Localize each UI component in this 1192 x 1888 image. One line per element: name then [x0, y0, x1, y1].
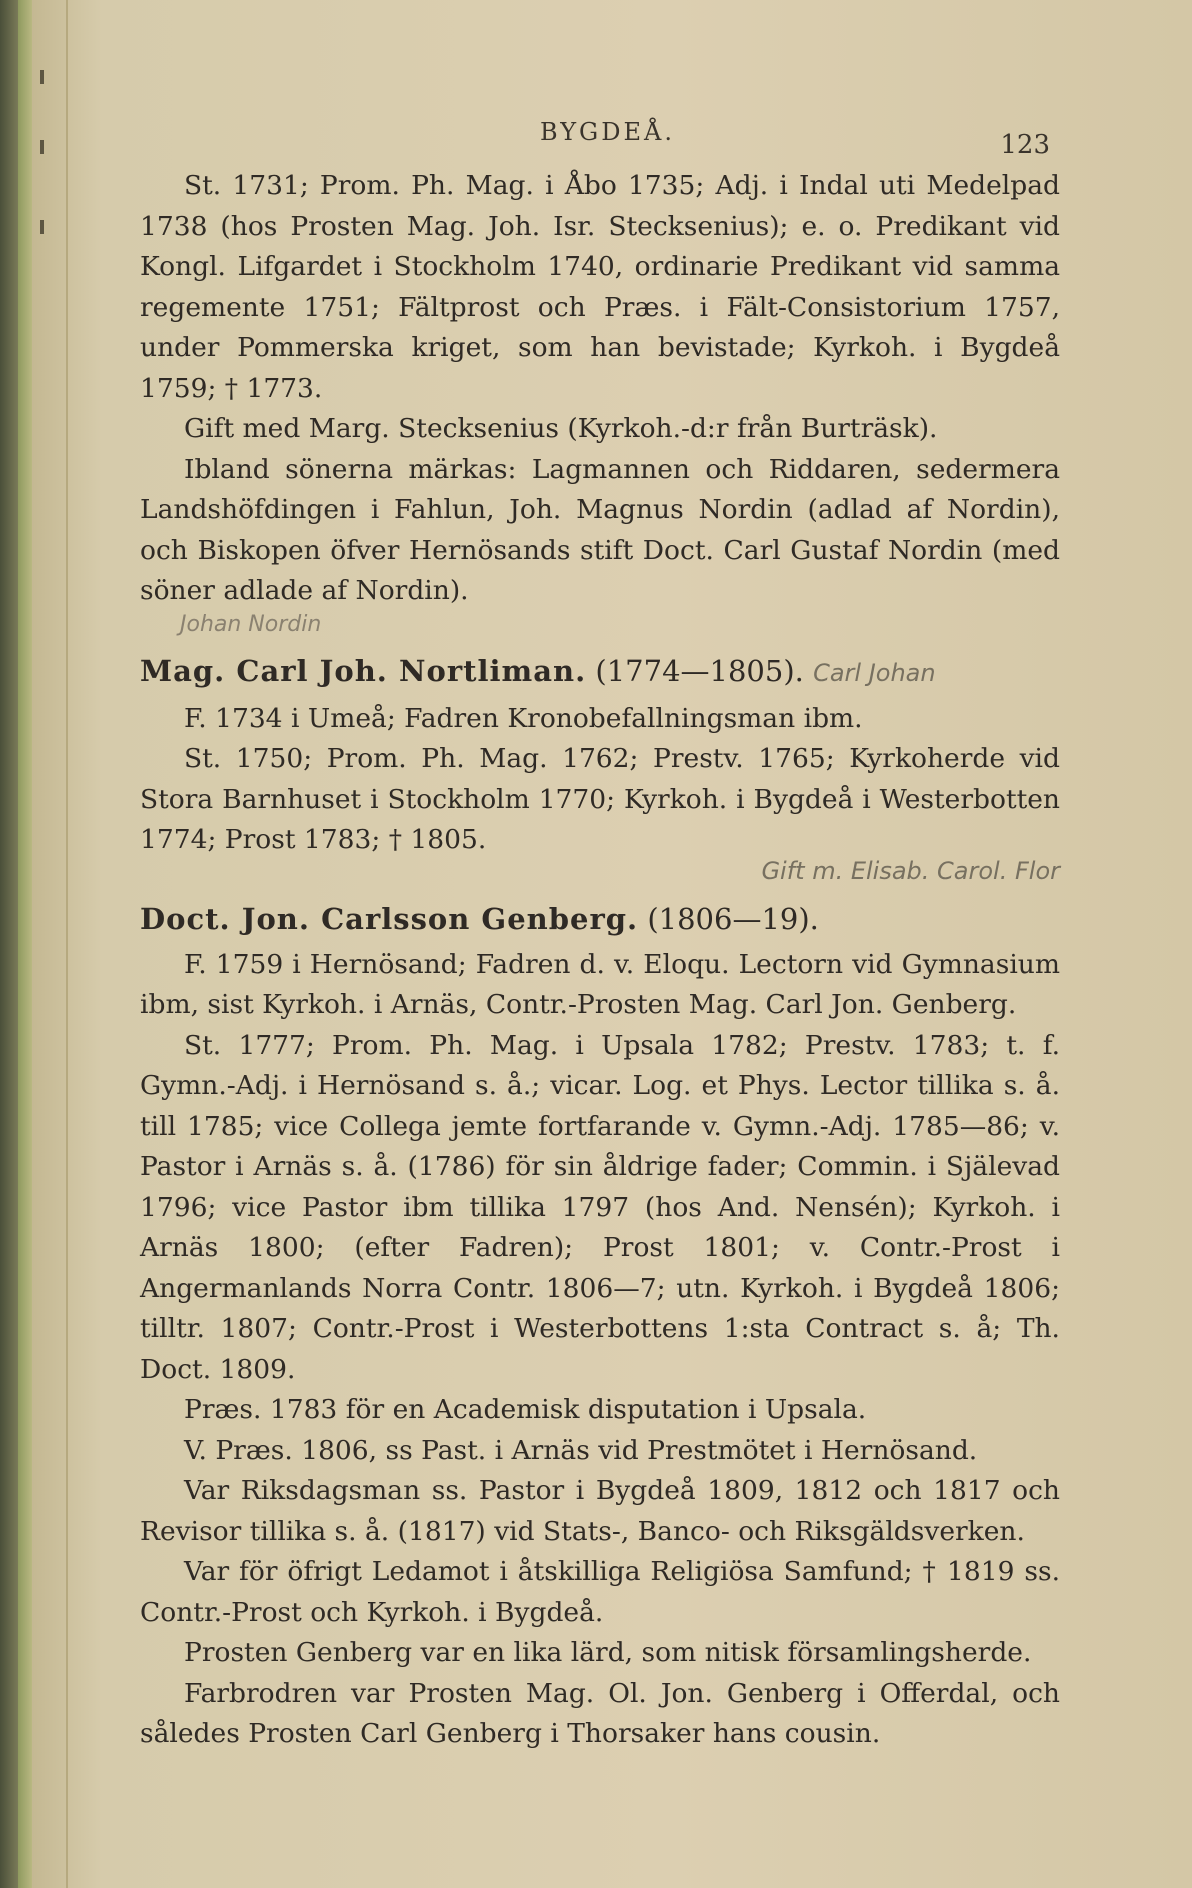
paragraph: St. 1750; Prom. Ph. Mag. 1762; Prestv. 1765; Kyrkoherde vid Stora Barnhuset i Stockholm 1770; Kyrkoh. i Bygdeå i Westerbotten 1774; Prost 1783; † 1805. [140, 743, 1060, 855]
page-content [140, 110, 1060, 1755]
paragraph: F. 1759 i Hernösand; Fadren d. v. Eloqu. Lectorn vid Gymnasium ibm, sist Kyrkoh. i Arnäs, Contr.-Prosten Mag. Carl Jon. Genberg. [140, 948, 1060, 1020]
entry-years: (1774—1805). [595, 653, 804, 688]
paragraph: St. 1777; Prom. Ph. Mag. i Upsala 1782; Prestv. 1783; t. f. Gymn.-Adj. i Hernösand s. å.; vicar. Log. et Phys. Lector tillika s. å. till 1785; vice Collega jemte fortfarande v. Gymn.-Adj. 1785—86; v. Pastor i Arnäs s. å. (1786) för sin åldrige fader; Commin. i Själevad 1796; vice Pastor ibm tillika 1797 (hos And. Nensén); Kyrkoh. i Arnäs 1800; (efter Fadren); Prost 1801; v. Contr.-Prost i Angermanlands Norra Contr. 1806—7; utn. Kyrkoh. i Bygdeå 1806; tilltr. 1807; Contr.-Prost i Westerbottens 1:sta Contract s. å; Th. Doct. 1809. [140, 1029, 1060, 1385]
entry-name: Doct. Jon. Carlsson Genberg. [140, 901, 639, 936]
paragraph: Præs. 1783 för en Academisk disputation i Upsala. [184, 1394, 867, 1425]
paragraph: Farbrodren var Prosten Mag. Ol. Jon. Genberg i Offerdal, och således Prosten Carl Genberg i Thorsaker hans cousin. [140, 1677, 1060, 1749]
running-head: BYGDEÅ. [540, 118, 675, 146]
entry-years: (1806—19). [647, 901, 819, 936]
page-number: 123 [1000, 130, 1050, 160]
book-edge [0, 0, 18, 1888]
page-header [140, 110, 1060, 160]
paragraph: Prosten Genberg var en lika lärd, som nitisk församlingsherde. [184, 1637, 1032, 1668]
gutter-mark [40, 70, 44, 84]
gutter-mark [40, 140, 44, 154]
handwritten-note: Carl Johan [813, 658, 936, 687]
gutter-mark [40, 220, 44, 234]
paragraph: Gift med Marg. Stecksenius (Kyrkoh.-d:r från Burträsk). [184, 413, 938, 444]
paragraph: Ibland sönerna märkas: Lagmannen och Riddaren, sedermera Landshöfdingen i Fahlun, Joh. Magnus Nordin (adlad af Nordin), och Biskopen öfver Hernösands stift Doct. Carl Gustaf Nordin (med söner adlade af Nordin). [140, 453, 1060, 606]
entry-heading [140, 895, 1060, 943]
paragraph: F. 1734 i Umeå; Fadren Kronobefallningsman ibm. [184, 702, 863, 734]
entry-heading [140, 647, 1060, 697]
gutter-line [66, 0, 68, 1888]
paragraph: Var Riksdagsman ss. Pastor i Bygdeå 1809, 1812 och 1817 och Revisor tillika s. å. (1817) vid Stats-, Banco- och Riksgäldsverken. [140, 1475, 1060, 1547]
handwritten-annotation: Johan Nordin [180, 611, 322, 637]
entry-name: Mag. Carl Joh. Nortliman. [140, 653, 587, 688]
paragraph: Var för öfrigt Ledamot i åtskilliga Religiösa Samfund; † 1819 ss. Contr.-Prost och Kyrkoh. i Bygdeå. [140, 1556, 1060, 1628]
paragraph: V. Præs. 1806, ss Past. i Arnäs vid Prestmötet i Hernösand. [184, 1434, 978, 1466]
handwritten-margin-note: Gift m. Elisab. Carol. Flor [761, 856, 1060, 885]
page-body [140, 166, 1060, 1755]
book-spine [18, 0, 32, 1888]
paragraph: St. 1731; Prom. Ph. Mag. i Åbo 1735; Adj. i Indal uti Medelpad 1738 (hos Prosten Mag. Joh. Isr. Stecksenius); e. o. Predikant vid Kongl. Lifgardet i Stockholm 1740, ordinarie Predikant vid samma regemente 1751; Fältprost och Præs. i Fält-Consistorium 1757, under Pommerska kriget, som han bevistade; Kyrkoh. i Bygdeå 1759; † 1773. [140, 170, 1060, 404]
